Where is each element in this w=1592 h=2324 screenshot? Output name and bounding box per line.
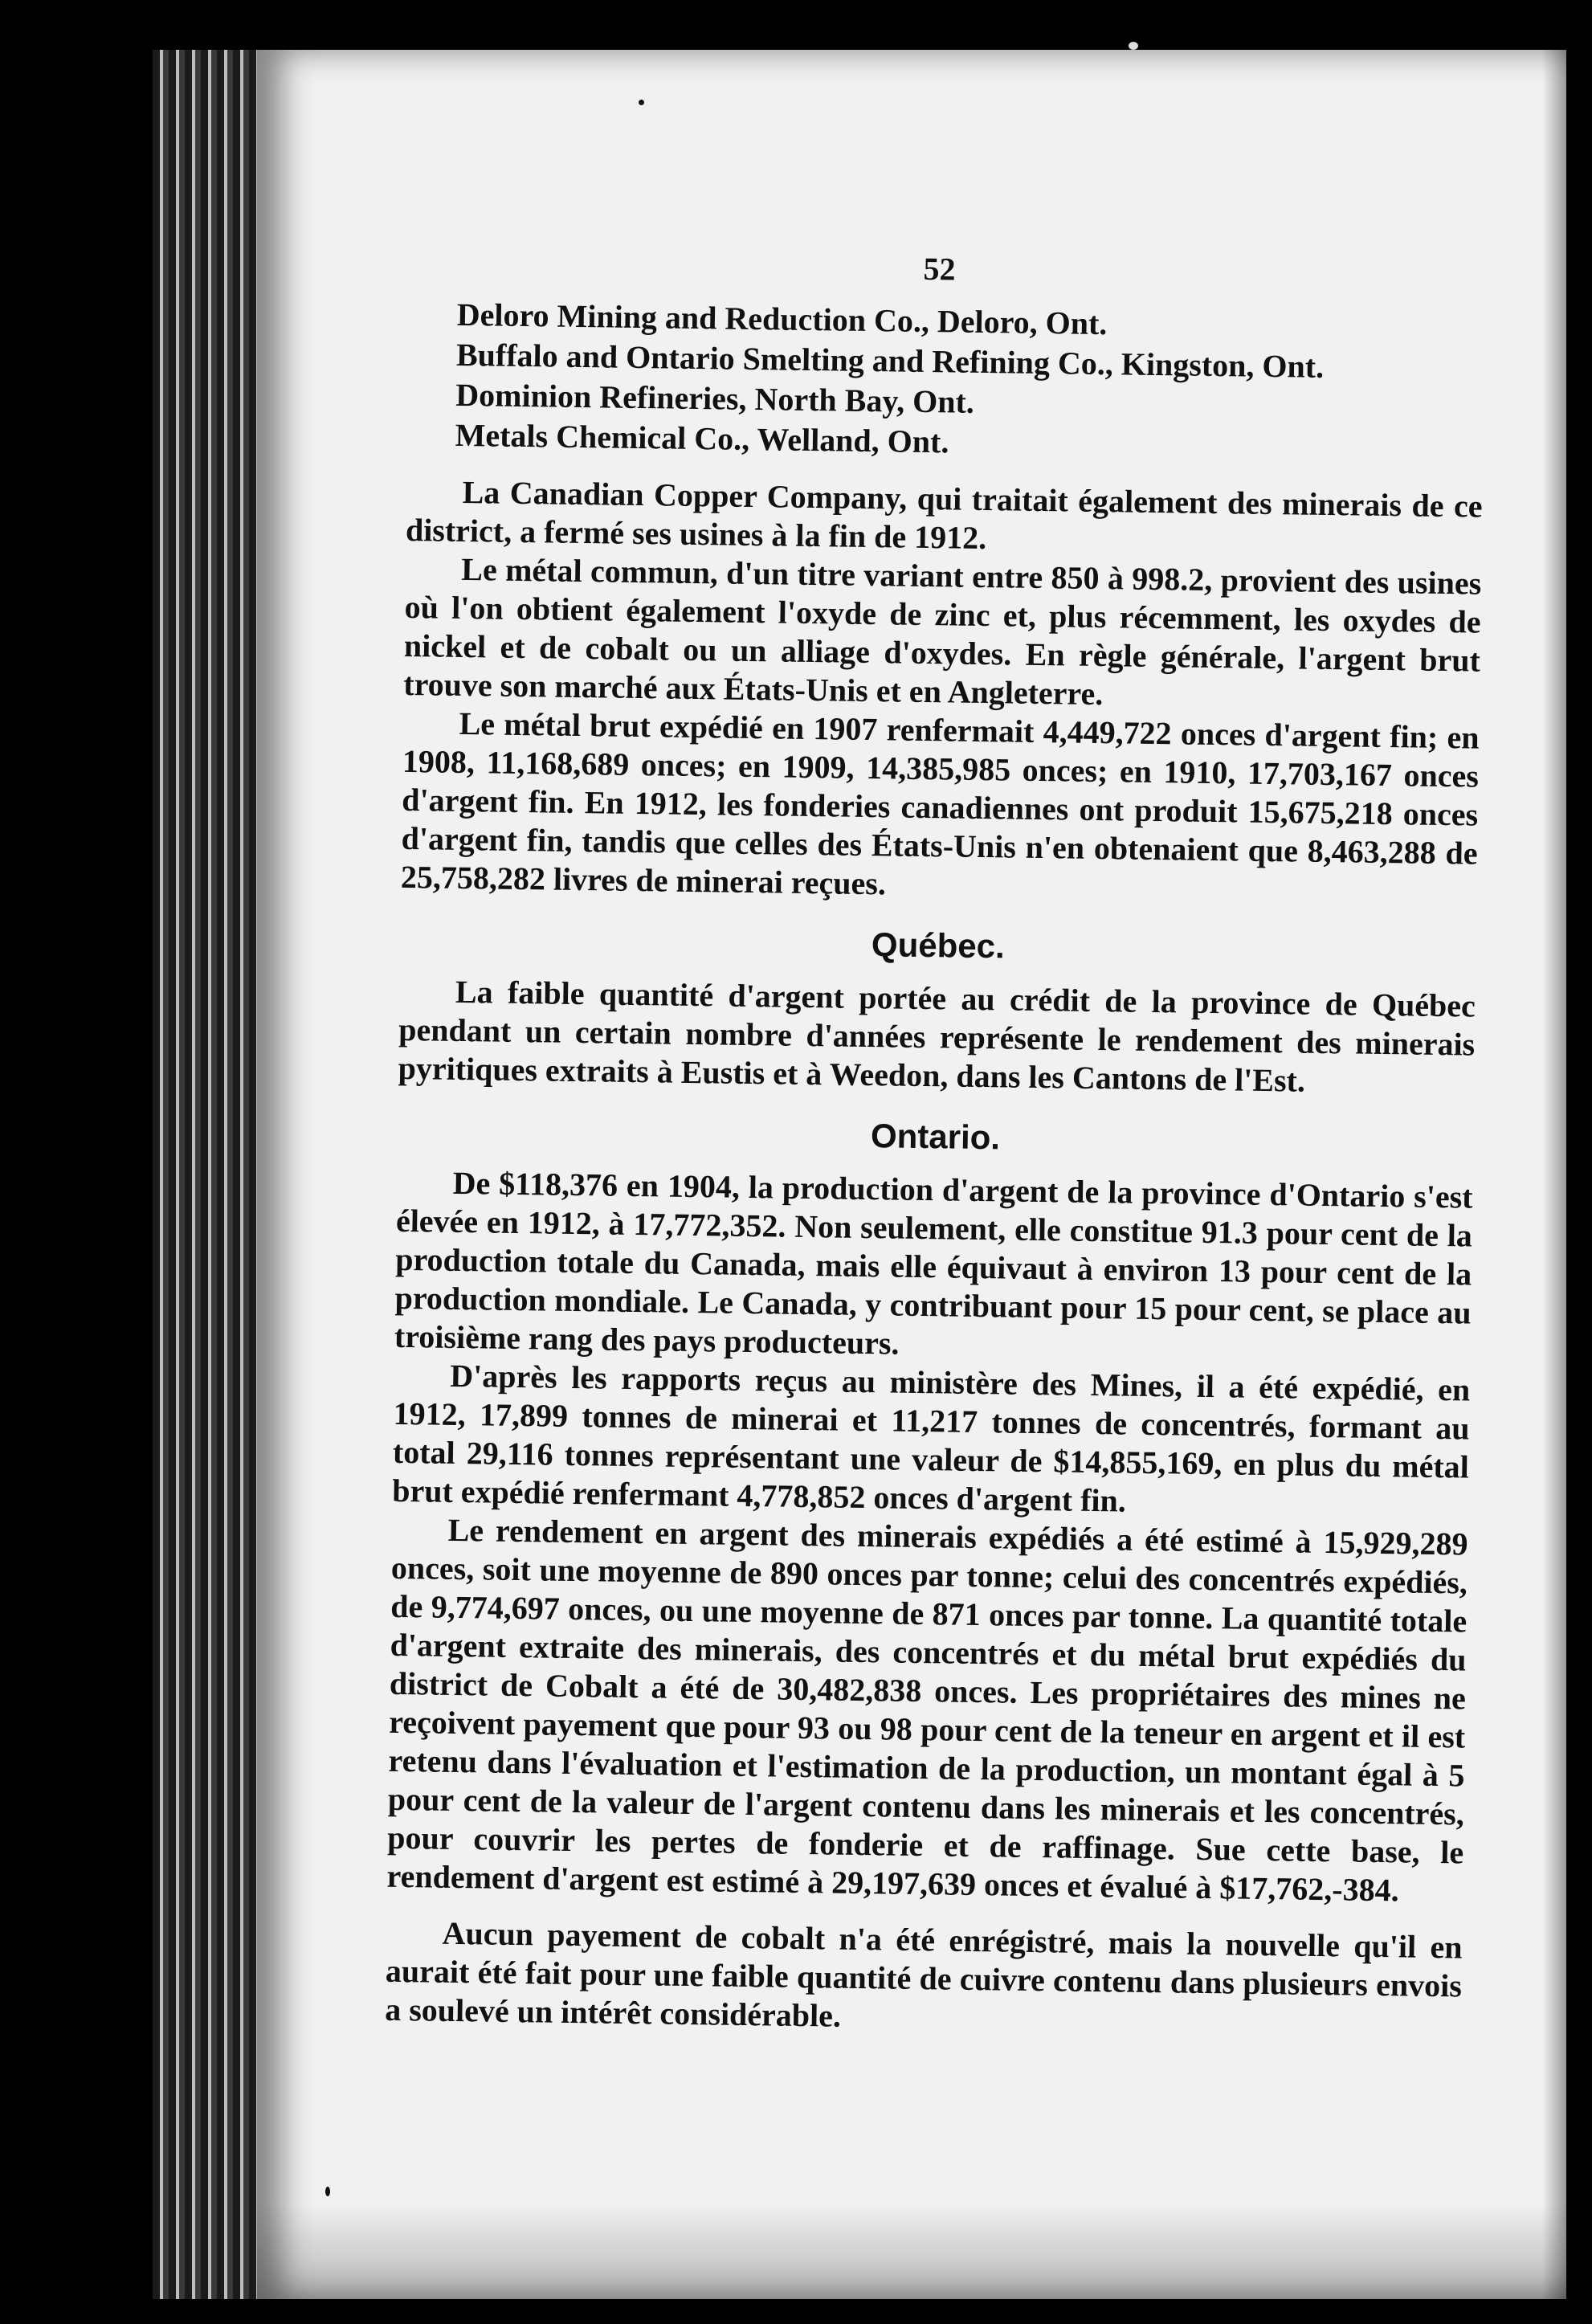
page-stack-edges [153,50,273,2299]
address-line: Metals Chemical Co., Welland, Ont. [455,416,949,460]
page-edge-shadow [1542,50,1566,2299]
paragraph: D'après les rapports reçus au ministère des Mines, il a été expédié, en 1912, 17,899 tonnes de minerai et 11,217 tonnes de concentrés, formant au total 29,116 tonnes représentant une valeur de $14,855,169, en plus du métal brut expédié renfermant 4,778,852 onces d'argent fin. [391,1357,1471,1519]
paragraph: De $118,376 en 1904, la production d'argent de la province d'Ontario s'est élevée en 1912, à 17,772,352. Non seulement, elle constitue 91.3 pour cent de la production totale du Canada, mais elle équivaut à environ 13 pour cent de la production mondiale. Le Canada, y contribuant pour 15 pour cent, se place au troisième rang des pays producteurs. [394,1164,1473,1362]
paragraph: Le métal brut expédié en 1907 renfermait 4,449,722 onces d'argent fin; en 1908, 11,168,689 onces; en 1909, 14,385,985 onces; en 1910, 17,703,167 onces d'argent fin. En 1912, les fonderies canadiennes ont produit 15,675,218 onces d'argent fin, tandis que celles des États-Unis n'en obtenaient que 8,463,288 de 25,758,282 livres de minerai reçues. [400,705,1480,902]
paragraph: Aucun payement de cobalt n'a été enrégistré, mais la nouvelle qu'il en aurait été fait pour une faible quantité de cuivre contenu dans plusieurs envois a soulevé un intérêt considérable. [384,1914,1463,2034]
page-content [385,243,1486,2044]
scan-speck [639,100,644,105]
paragraph: La faible quantité d'argent portée au crédit de la province de Québec pendant un certain nombre d'années représente le rendement des minerais pyritiques extraits à Eustis et à Weedon, dans les Cantons de l'Est. [398,973,1476,1099]
address-line: Deloro Mining and Reduction Co., Deloro, Ont. [456,296,1108,342]
section-quebec [398,919,1476,1103]
paragraph: Le rendement en argent des minerais expédiés a été estimé à 15,929,289 onces, soit une moyenne de 890 onces par tonne; celui des concentrés expédiés, de 9,774,697 onces, ou une moyenne de 871 onces par tonne. La quantité totale d'argent extraite des minerais, des concentrés et du métal brut expédiés du district de Cobalt a été de 30,482,838 onces. Les propriétaires des mines ne reçoivent payement que pour 93 ou 98 pour cent de la teneur en argent et il est retenu dans l'évaluation et l'estimation de la production, un montant égal à 5 pour cent de la valeur de l'argent contenu dans les minerais et les concentrés, pour couvrir les pertes de fonderie et de raffinage. Sue cette base, le rendement d'argent est estimé à 29,197,639 onces et évalué à $17,762,-384. [386,1511,1468,1909]
scan-speck [325,2187,330,2196]
scanned-page [257,50,1566,2299]
section-ontario [385,1110,1474,2044]
section-heading: Québec. [871,925,1006,966]
scan-speck [1129,42,1138,50]
page-number: 52 [923,250,956,288]
paragraph: Le métal commun, d'un titre variant entre 850 à 998.2, provient des usines où l'on obtient également l'oxyde de zinc et, plus récemment, les oxydes de nickel et de cobalt ou un alliage d'oxydes. En règle générale, l'argent brut trouve son marché aux États-Unis et en Angleterre. [403,550,1482,713]
address-line: Dominion Refineries, North Bay, Ont. [455,376,975,420]
page-bottom-shadow [257,2203,1566,2299]
address-list [455,295,1485,470]
address-line: Buffalo and Ontario Smelting and Refining Co., Kingston, Ont. [455,336,1325,385]
paragraph: La Canadian Copper Company, qui traitait également des minerais de ce district, a fermé ses usines à la fin de 1912. [405,473,1483,557]
section-heading: Ontario. [870,1117,1001,1157]
